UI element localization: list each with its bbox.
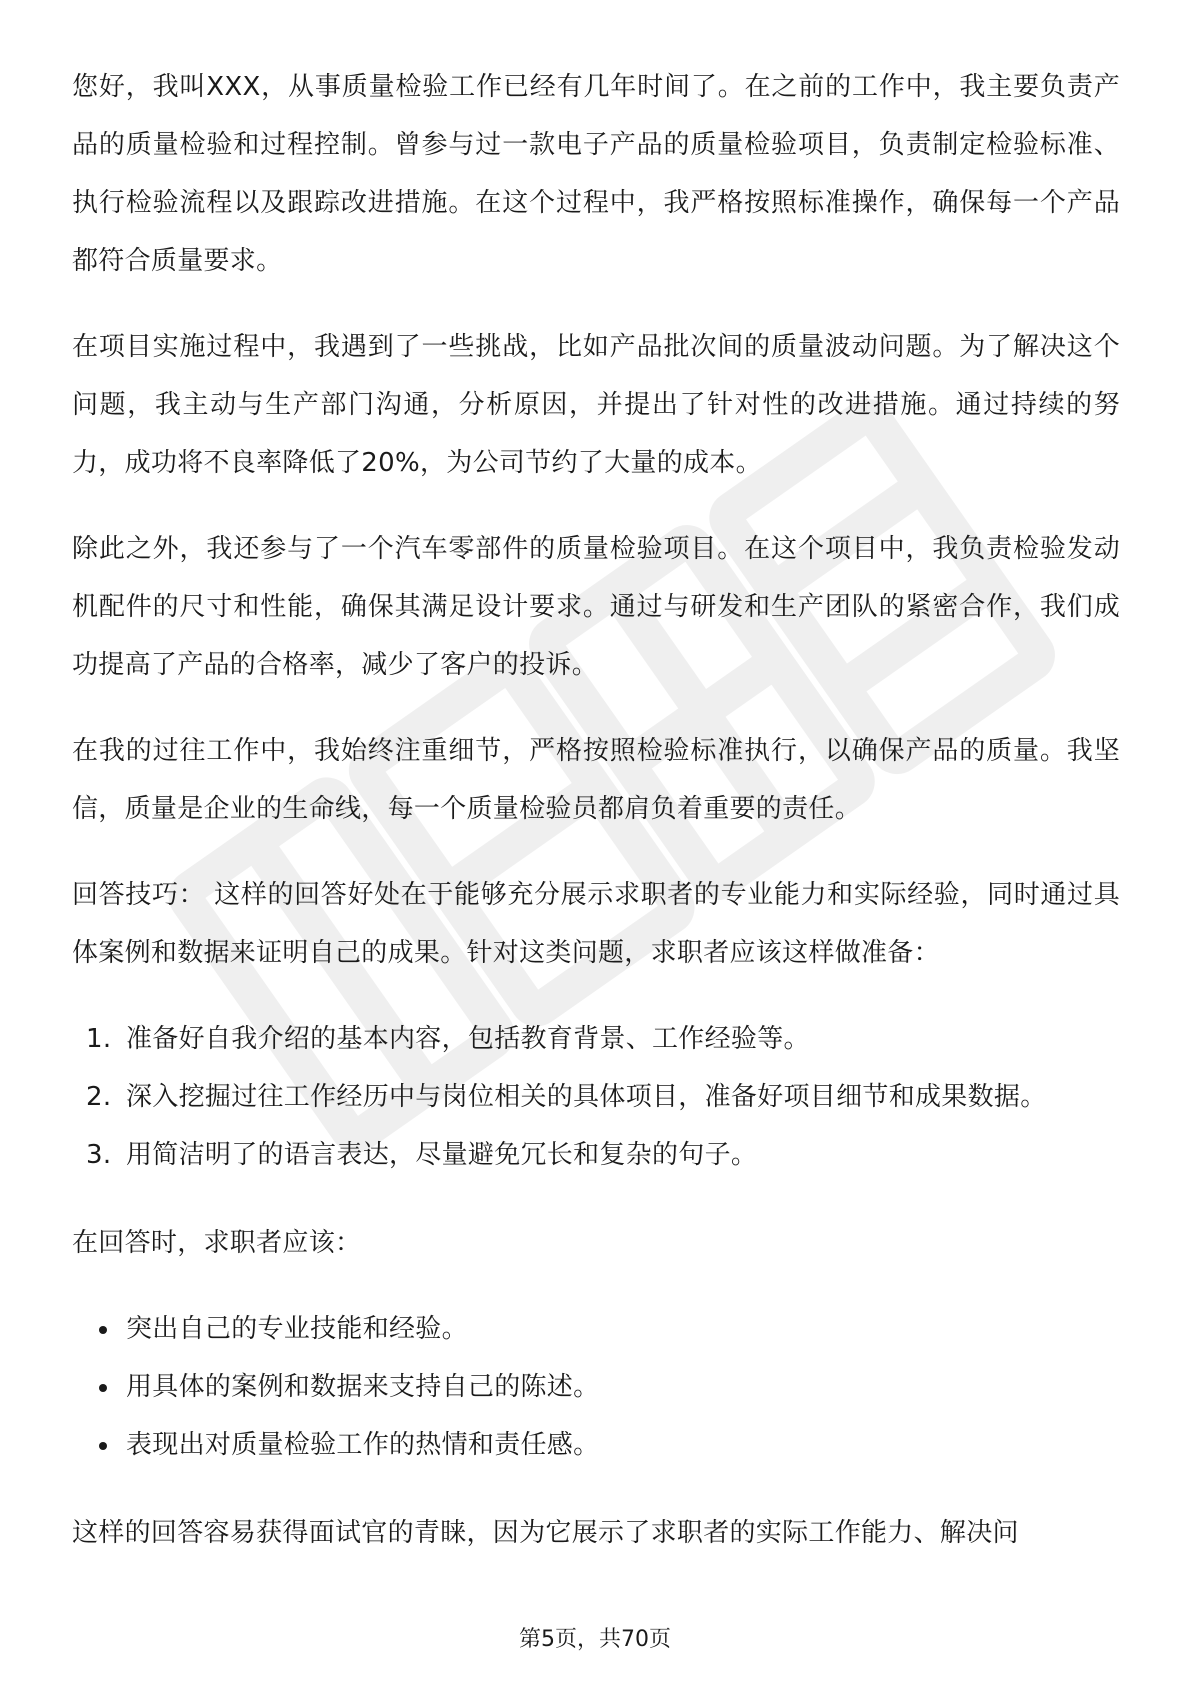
paragraph-belief: 在我的过往工作中，我始终注重细节，严格按照检验标准执行，以确保产品的质量。我坚信，质量是企业的生命线，每一个质量检验员都肩负着重要的责任。 [72,736,1120,824]
list-item-text: 准备好自我介绍的基本内容，包括教育背景、工作经验等。 [126,1024,810,1054]
preparation-list [72,1010,1120,1184]
paragraph-closing: 这样的回答容易获得面试官的青睐，因为它展示了求职者的实际工作能力、解决问 [72,1518,1019,1548]
list-item-text: 表现出对质量检验工作的热情和责任感。 [126,1430,600,1460]
list-item [72,1416,1120,1474]
list-item-text: 用具体的案例和数据来支持自己的陈述。 [126,1372,600,1402]
answer-points-list [72,1300,1120,1474]
page-number: 第5页，共70页 [519,1627,671,1652]
list-number: 2. [86,1082,112,1112]
bullet-icon [99,1326,107,1334]
list-item [72,1300,1120,1358]
list-item [72,1358,1120,1416]
list-item-text: 用简洁明了的语言表达，尽量避免冗长和复杂的句子。 [126,1140,758,1170]
list-number: 1. [86,1024,112,1054]
list-item-text: 深入挖掘过往工作经历中与岗位相关的具体项目，准备好项目细节和成果数据。 [126,1082,1047,1112]
list-item [72,1068,1120,1126]
bullet-icon [99,1442,107,1450]
paragraph-auto-parts: 除此之外，我还参与了一个汽车零部件的质量检验项目。在这个项目中，我负责检验发动机配件的尺寸和性能，确保其满足设计要求。通过与研发和生产团队的紧密合作，我们成功提高了产品的合格率，减少了客户的投诉。 [72,534,1120,680]
bullet-icon [99,1384,107,1392]
paragraph-challenge: 在项目实施过程中，我遇到了一些挑战，比如产品批次间的质量波动问题。为了解决这个问题，我主动与生产部门沟通，分析原因，并提出了针对性的改进措施。通过持续的努力，成功将不良率降低了20%，为公司节约了大量的成本。 [72,332,1120,478]
list-item [72,1010,1120,1068]
document-body [72,58,1120,1590]
paragraph-answer-intro: 在回答时，求职者应该： [72,1228,362,1258]
paragraph-intro: 您好，我叫XXX，从事质量检验工作已经有几年时间了。在之前的工作中，我主要负责产品的质量检验和过程控制。曾参与过一款电子产品的质量检验项目，负责制定检验标准、执行检验流程以及跟踪改进措施。在这个过程中，我严格按照标准操作，确保每一个产品都符合质量要求。 [72,72,1120,276]
list-item-text: 突出自己的专业技能和经验。 [126,1314,468,1344]
paragraph-answer-tips: 回答技巧： 这样的回答好处在于能够充分展示求职者的专业能力和实际经验，同时通过具体案例和数据来证明自己的成果。针对这类问题，求职者应该这样做准备： [72,880,1120,968]
list-number: 3. [86,1140,112,1170]
list-item [72,1126,1120,1184]
